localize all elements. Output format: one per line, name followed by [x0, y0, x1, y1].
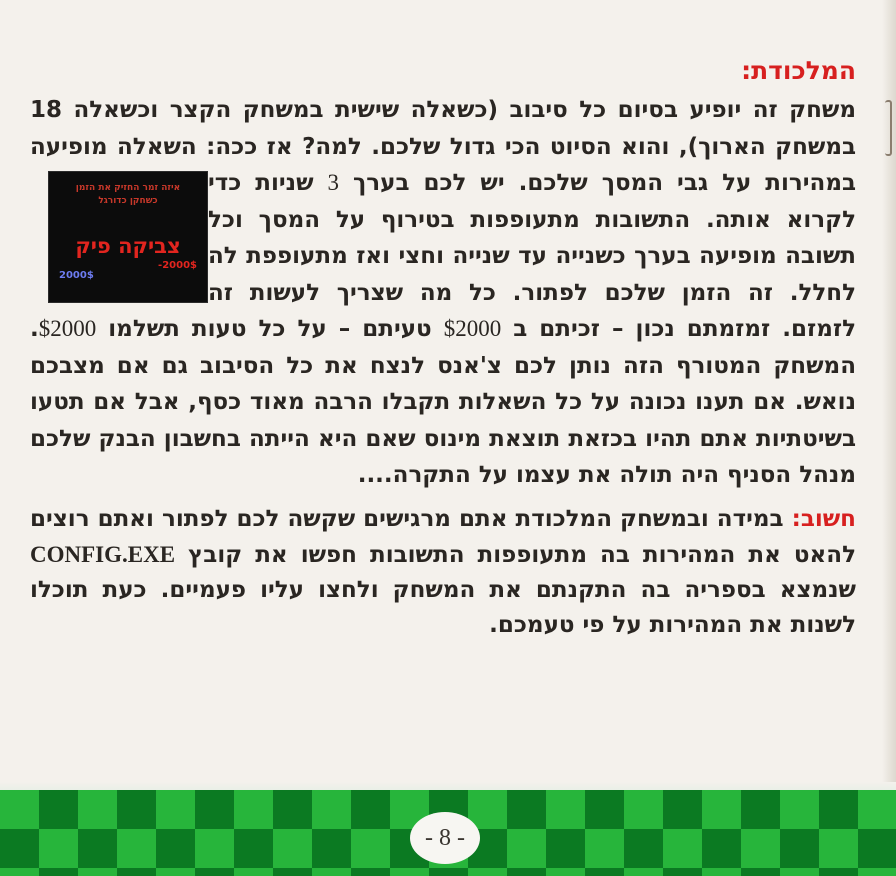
body-text-4: . המשחק המטורף הזה נותן לכם צ'אנס לנצח את כל הסיבוב גם אם מצבכם נואש. אם תענו נכונה על כל השאלות תקבלו הרבה מאוד כסף, אבל אם תטעו בשיטתיות אתם תהיו בכזאת תוצאת מינוס שאם היא הייתה בחשבון הבנק שלכם מנהל הסניף היה תולה את עצמו על התקרה....	[30, 316, 856, 488]
screenshot-score-right: -2000$	[158, 259, 197, 271]
body-paragraph	[30, 92, 856, 494]
page-content	[30, 52, 856, 666]
screenshot-answer: צביקה פיק	[75, 234, 181, 258]
body-text-3: טעיתם – על כל טעות תשלמו	[108, 316, 432, 342]
screenshot-score-left: 2000$	[59, 269, 94, 281]
page-binding	[882, 0, 896, 790]
amount-loss: $2000	[38, 316, 97, 341]
seconds-value: 3	[327, 170, 340, 195]
note-text-1: במידה ובמשחק המלכודת אתם מרגישים שקשה לכם לפתור ואתם רוצים להאט את המהירות בה מתעופפות התשובות חפשו את קובץ	[30, 505, 856, 568]
config-filename: CONFIG.EXE	[30, 541, 176, 567]
important-note	[30, 502, 856, 643]
note-label: חשוב:	[791, 505, 856, 532]
page-number: - 8 -	[410, 812, 480, 864]
amount-win: $2000	[443, 316, 502, 341]
screenshot-question: איזה זמר החזיק את הזמן כשחקן כדורגל	[75, 183, 181, 206]
footer-divider	[0, 782, 896, 790]
staple-icon	[885, 100, 892, 156]
body-text-2: שניות כדי לקרוא אותה. התשובות מתעופפות בטירוף על המסך וכל תשובה מופיעה בערך כשנייה עד שנייה וחצי ואז מתעופפת לה לחלל. זה הזמן שלכם לפתור. כל מה שצריך לעשות זה לזמזם. זמזמתם נכון – זכיתם ב	[208, 170, 856, 342]
note-text-2: שנמצא בספריה בה התקנתם את המשחק ולחצו עליו פעמיים. כעת תוכלו לשנות את המהירות על פי טעמכם.	[30, 576, 856, 638]
game-screenshot	[48, 171, 208, 303]
section-heading: המלכודת:	[741, 56, 856, 85]
body-text-1: משחק זה יופיע בסיום כל סיבוב (כשאלה שישית במשחק הקצר וכשאלה 18 במשחק הארוך), והוא הסיוט הכי גדול שלכם. למה? אז ככה: השאלה מופיעה במהירות על גבי המסך שלכם. יש לכם בערך	[30, 97, 856, 196]
